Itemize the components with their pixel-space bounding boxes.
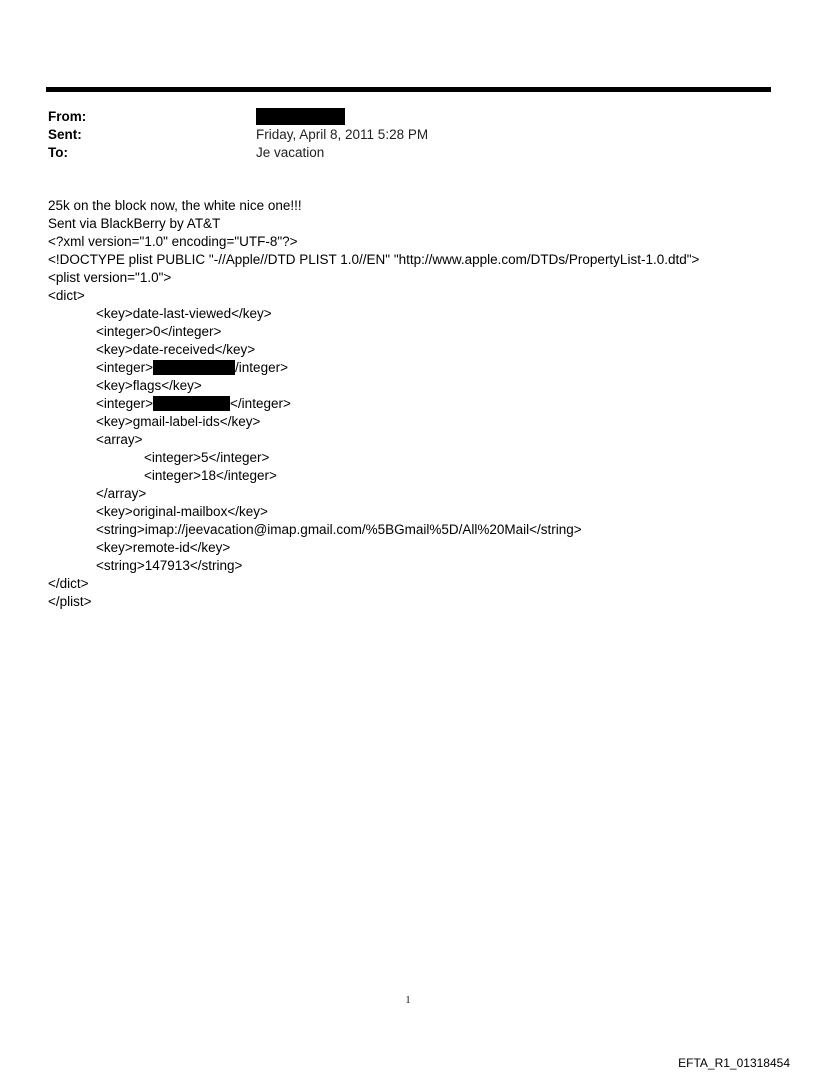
body-line: <plist version="1.0"> <box>48 270 172 285</box>
sent-value: Friday, April 8, 2011 5:28 PM <box>256 127 429 142</box>
body-line: <!DOCTYPE plist PUBLIC "-//Apple//DTD PLIST 1.0//EN" "http://www.apple.com/DTDs/PropertyList-1.0.dtd"> <box>48 252 700 267</box>
body-line-redacted <box>48 359 699 377</box>
body-line: <string>imap://jeevacation@imap.gmail.com/%5BGmail%5D/All%20Mail</string> <box>96 522 582 537</box>
integer-open-tag: <integer> <box>96 360 154 375</box>
email-body <box>48 197 699 611</box>
from-row <box>48 108 768 126</box>
body-line: <dict> <box>48 288 85 303</box>
body-line: <string>147913</string> <box>96 558 243 573</box>
to-row <box>48 144 768 162</box>
from-redaction <box>256 108 345 125</box>
body-line: 25k on the block now, the white nice one!!! <box>48 198 302 213</box>
body-line: <key>original-mailbox</key> <box>96 504 268 519</box>
body-line: <key>date-received</key> <box>96 342 256 357</box>
body-line: <key>date-last-viewed</key> <box>96 306 272 321</box>
to-value: Je vacation <box>256 145 325 160</box>
redaction-box <box>153 396 230 411</box>
body-line: <integer>5</integer> <box>144 450 270 465</box>
sent-row <box>48 126 768 144</box>
body-line: <key>flags</key> <box>96 378 202 393</box>
sent-label: Sent: <box>48 127 82 142</box>
body-line: <integer>18</integer> <box>144 468 277 483</box>
body-line: Sent via BlackBerry by AT&T <box>48 216 221 231</box>
integer-close-tag: /integer> <box>235 360 288 375</box>
from-label: From: <box>48 109 87 124</box>
to-label: To: <box>48 145 68 160</box>
header-rule <box>46 87 771 92</box>
body-line: <integer>0</integer> <box>96 324 222 339</box>
redaction-box <box>153 360 235 375</box>
body-line: <key>remote-id</key> <box>96 540 231 555</box>
body-line: <?xml version="1.0" encoding="UTF-8"?> <box>48 234 298 249</box>
integer-close-tag: </integer> <box>230 396 291 411</box>
body-line: <key>gmail-label-ids</key> <box>96 414 261 429</box>
body-line: </array> <box>96 486 147 501</box>
body-line-redacted <box>48 395 699 413</box>
document-id: EFTA_R1_01318454 <box>678 1056 790 1070</box>
body-line: </plist> <box>48 594 92 609</box>
page-number: 1 <box>405 995 411 1006</box>
body-line: </dict> <box>48 576 89 591</box>
body-line: <array> <box>96 432 143 447</box>
integer-open-tag: <integer> <box>96 396 154 411</box>
